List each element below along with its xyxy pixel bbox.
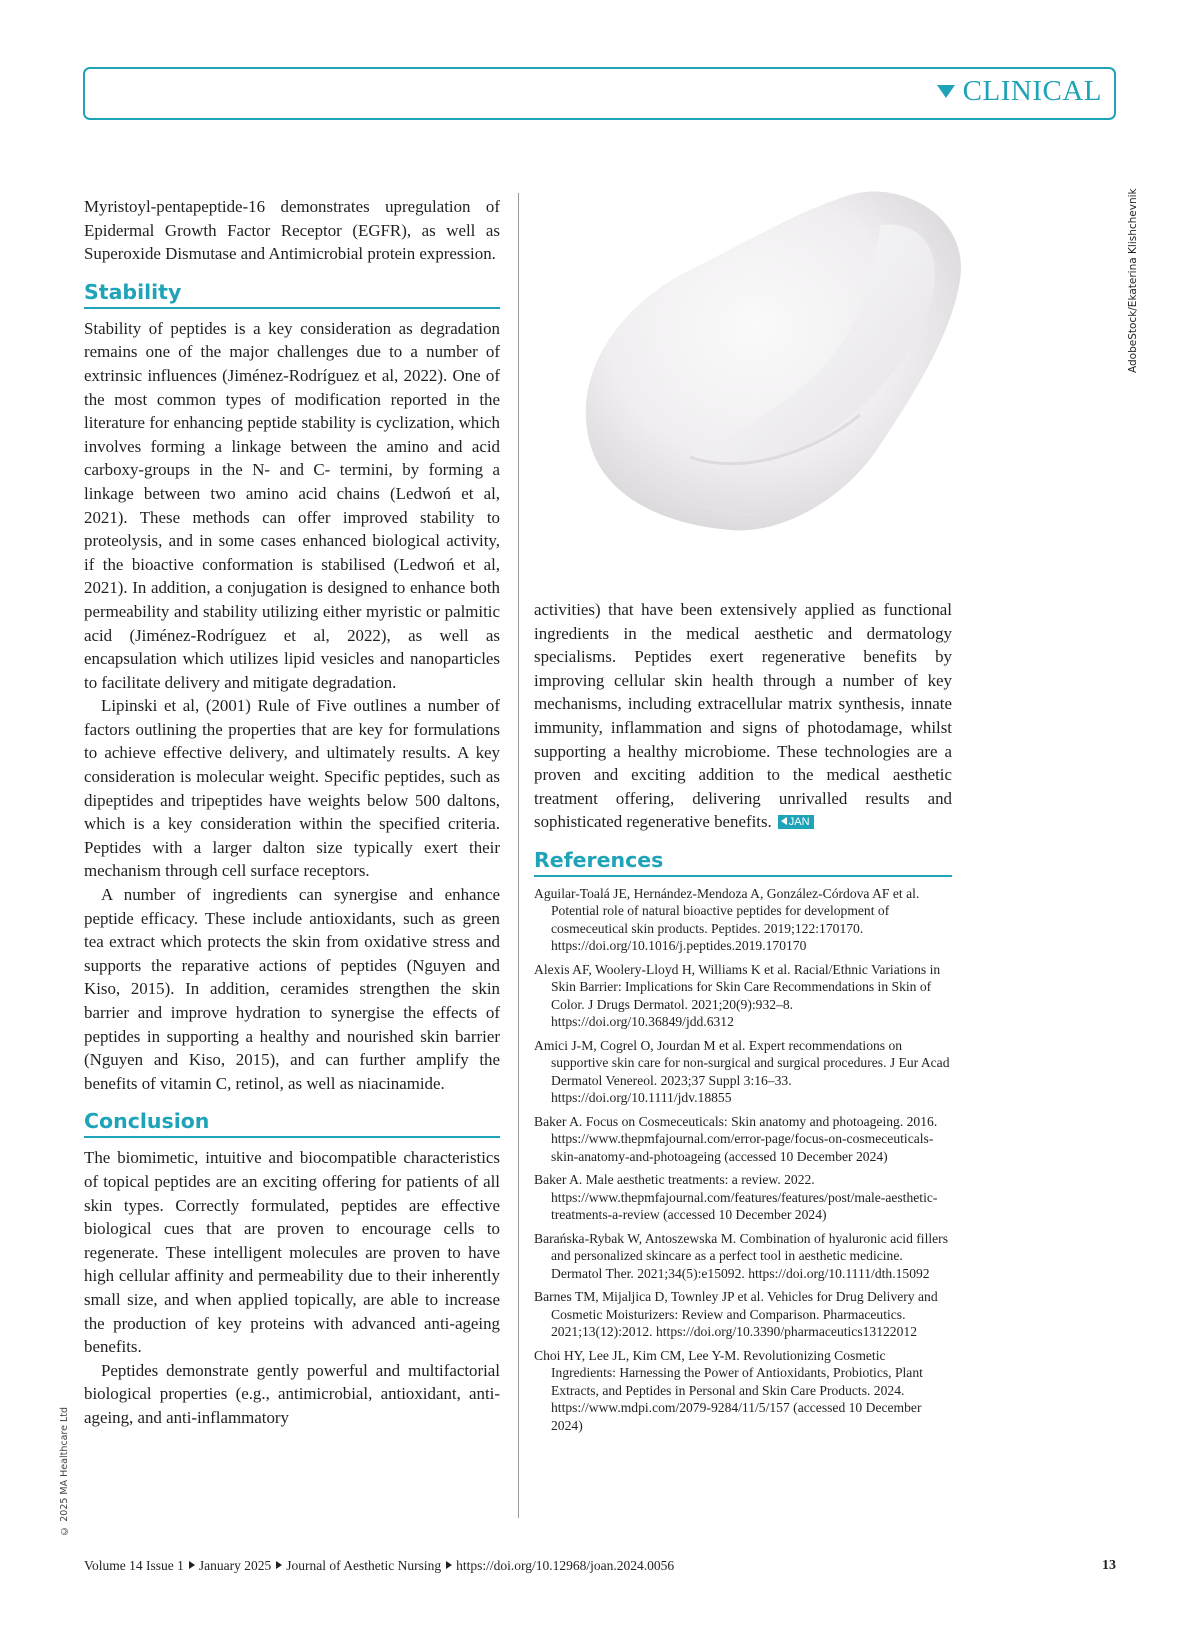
stability-paragraph-1: Stability of peptides is a key consideration as degradation remains one of the major challenges due to a number of extrinsic influences (Jiménez-Rodríguez et al, 2022). One of the most common types of modification reported in the literature for enhancing peptide stability is cyclization, which involves forming a linkage between the amino and acid carboxy-groups in the N- and C- termini, by forming a linkage between two amino acid chains (Ledwoń et al, 2021). These methods can offer improved stability to proteolysis, and in some cases enhanced biological activity, if the bioactive conformation is stabilised (Ledwoń et al, 2021). In addition, a conjugation is designed to enhance both permeability and stability utilizing either myristic or palmitic acid (Jiménez-Rodríguez et al, 2022), as well as encapsulation which utilizes lipid vesicles and nanoparticles to facilitate delivery and mitigate degradation.	[84, 318, 500, 692]
cream-swatch-photo	[580, 185, 1000, 555]
reference-item: Baker A. Male aesthetic treatments: a review. 2022. https://www.thepmfajournal.com/features/features/post/male-aesthetic-treatments-a-review (accessed 10 December 2024)	[534, 1172, 938, 1223]
conclusion-heading: Conclusion	[84, 1108, 500, 1138]
reference-item: Barańska-Rybak W, Antoszewska M. Combination of hyaluronic acid fillers and personalized skincare as a perfect tool in aesthetic medicine. Dermatol Ther. 2021;34(5):e15092. https://doi.org/10.1111/dth.15092	[534, 1230, 948, 1281]
section-tag	[937, 75, 1102, 108]
triangle-right-icon	[189, 1561, 195, 1569]
continuation-text: activities) that have been extensively applied as functional ingredients in the medical aesthetic and dermatology specialisms. Peptides exert regenerative benefits by improving cellular skin health through a number of key mechanisms, including extracellular matrix synthesis, innate immunity, inflammation and signs of photodamage, whilst supporting a healthy microbiome. These technologies are a proven and exciting addition to the medical aesthetic treatment offering, delivering unrivalled results and sophisticated regenerative benefits.	[534, 600, 952, 832]
triangle-left-icon	[781, 817, 787, 825]
page-footer	[84, 1558, 1116, 1574]
reference-item: Baker A. Focus on Cosmeceuticals: Skin anatomy and photoageing. 2016. https://www.thepmfajournal.com/error-page/focus-on-cosmeceuticals-skin-anatomy-and-photoageing (accessed 10 December 2024)	[534, 1113, 938, 1164]
continuation-paragraph	[534, 598, 952, 834]
reference-item: Barnes TM, Mijaljica D, Townley JP et al. Vehicles for Drug Delivery and Cosmetic Moisturizers: Review and Comparison. Pharmaceutics. 2021;13(12):2012. https://doi.org/10.3390/pharmaceutics13122012	[534, 1289, 938, 1340]
copyright-notice: © 2025 MA Healthcare Ltd	[59, 1407, 70, 1536]
references-heading: References	[534, 847, 952, 877]
footer-doi-link[interactable]: https://doi.org/10.12968/joan.2024.0056	[456, 1558, 675, 1573]
conclusion-paragraph-2: Peptides demonstrate gently powerful and multifactorial biological properties (e.g., antimicrobial, antioxidant, anti-ageing, and anti-inflammatory	[84, 1360, 500, 1427]
reference-item: Amici J-M, Cogrel O, Jourdan M et al. Expert recommendations on supportive skin care for non-surgical and surgical procedures. J Eur Acad Dermatol Venereol. 2023;37 Suppl 3:16–33. https://doi.org/10.1111/jdv.18855	[534, 1037, 950, 1106]
stability-paragraph-3: A number of ingredients can synergise and enhance peptide efficacy. These include antioxidants, such as green tea extract which protects the skin from oxidative stress and supports the reparative actions of peptides (Nguyen and Kiso, 2015). In addition, ceramides strengthen the skin barrier and improve hydration to synergise the effects of peptides in supporting a healthy and nourished skin barrier (Nguyen and Kiso, 2015), and can further amplify the benefits of vitamin C, retinol, as well as niacinamide.	[84, 885, 500, 1093]
triangle-right-icon	[446, 1561, 452, 1569]
right-column	[534, 598, 952, 1440]
triangle-down-icon	[937, 85, 955, 98]
reference-list	[534, 885, 952, 1435]
reference-item: Choi HY, Lee JL, Kim CM, Lee Y-M. Revolutionizing Cosmetic Ingredients: Harnessing the Power of Antioxidants, Probiotics, Plant Extracts, and Peptides in Personal and Skin Care Products. 2024. https://www.mdpi.com/2079-9284/11/5/157 (accessed 10 December 2024)	[534, 1347, 923, 1433]
intro-paragraph: Myristoyl-pentapeptide-16 demonstrates upregulation of Epidermal Growth Factor Receptor (EGFR), as well as Superoxide Dismutase and Antimicrobial protein expression.	[84, 197, 500, 264]
reference-item: Aguilar-Toalá JE, Hernández-Mendoza A, González-Córdova AF et al. Potential role of natural bioactive peptides for development of cosmeceutical skin products. Peptides. 2019;122:170170. https://doi.org/10.1016/j.peptides.2019.170170	[534, 885, 920, 954]
stability-paragraph-2: Lipinski et al, (2001) Rule of Five outlines a number of factors outlining the properties that are key for formulations to achieve effective delivery, and ultimately results. A key consideration is molecular weight. Specific peptides, such as dipeptides and tripeptides have weights below 500 daltons, which is a key consideration within the specified criteria. Peptides with a larger dalton size typically exert their mechanism through cell surface receptors.	[84, 696, 500, 881]
stability-heading: Stability	[84, 279, 500, 309]
footer-journal: Journal of Aesthetic Nursing	[286, 1558, 442, 1573]
end-badge-label: JAN	[788, 816, 810, 829]
photo-credit: AdobeStock/Ekaterina Klishchevnik	[1127, 188, 1139, 373]
footer-date: January 2025	[198, 1558, 272, 1573]
conclusion-paragraph-1: The biomimetic, intuitive and biocompatible characteristics of topical peptides are an exciting offering for patients of all skin types. Correctly formulated, peptides are effective biological cues that are proven to encourage cells to regenerate. These intelligent molecules are proven to have high cellular affinity and permeability due to their inherently small size, and when applied topically, are able to increase the production of key proteins with advanced anti-ageing benefits.	[84, 1148, 500, 1357]
triangle-right-icon	[276, 1561, 282, 1569]
page-number: 13	[1102, 1558, 1116, 1573]
column-divider	[518, 193, 519, 1518]
section-tag-label: CLINICAL	[962, 75, 1102, 107]
end-of-article-badge	[778, 815, 814, 829]
section-header	[83, 67, 1116, 120]
footer-volume: Volume 14 Issue 1	[84, 1558, 184, 1573]
reference-item: Alexis AF, Woolery-Lloyd H, Williams K et al. Racial/Ethnic Variations in Skin Barrier: Implications for Skin Care Recommendations in Skin of Color. J Drugs Dermatol. 2021;20(9):932–8. https://doi.org/10.36849/jdd.6312	[534, 961, 941, 1030]
left-column	[84, 195, 500, 1430]
